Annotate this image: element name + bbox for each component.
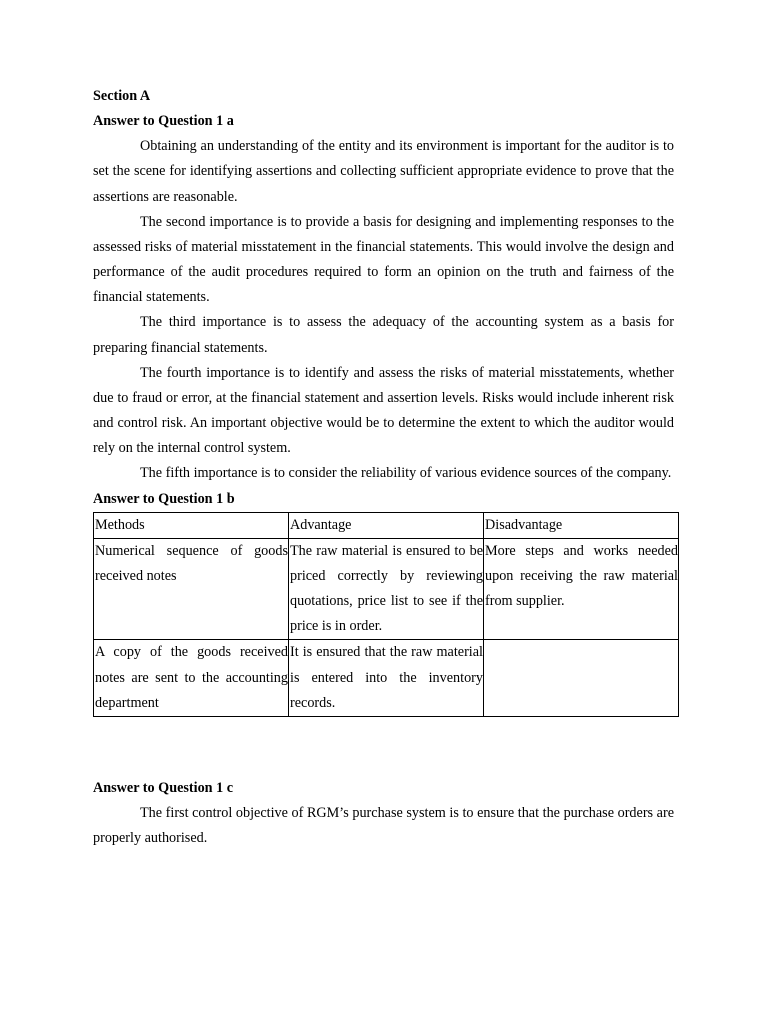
table-cell: It is ensured that the raw material is entered into the inventory records. — [289, 640, 484, 716]
table-row — [94, 538, 679, 640]
table-header-cell: Disadvantage — [484, 512, 679, 538]
table-header-row — [94, 512, 679, 538]
section-title: Section A — [93, 88, 151, 104]
q1c-heading: Answer to Question 1 c — [93, 779, 234, 796]
spacer — [93, 717, 674, 776]
table-row — [94, 640, 679, 716]
q1a-paragraph-1: Obtaining an understanding of the entity and its environment is important for the auditor is to set the scene for identifying assertions and collecting sufficient appropriate evidence to prove that the assertions are reasonable. — [93, 138, 674, 205]
q1a-paragraph-5: The fifth importance is to consider the reliability of various evidence sources of the company. — [140, 465, 672, 482]
table-cell: The raw material is ensured to be priced correctly by reviewing quotations, price list to see if the price is in order. — [289, 538, 484, 640]
q1b-heading: Answer to Question 1 b — [93, 490, 235, 507]
table-header-cell: Methods — [94, 512, 289, 538]
table-cell: More steps and works needed upon receiving the raw material from supplier. — [484, 538, 679, 640]
q1a-paragraph-3: The third importance is to assess the adequacy of the accounting system as a basis for preparing financial statements. — [93, 314, 674, 356]
q1a-paragraph-2: The second importance is to provide a basis for designing and implementing responses to the assessed risks of material misstatement in the financial statements. This would involve the design and performance of the audit procedures required to form an opinion on the truth and fairness of the financial statements. — [93, 213, 674, 306]
q1a-paragraph-4: The fourth importance is to identify and assess the risks of material misstatements, whether due to fraud or error, at the financial statement and assertion levels. Risks would include inherent risk and control risk. An important objective would be to determine the extent to which the auditor would rely on the internal control system. — [93, 364, 674, 457]
q1c-paragraph-1: The first control objective of RGM’s purchase system is to ensure that the purchase orders are properly authorised. — [93, 805, 674, 847]
methods-table — [93, 512, 679, 717]
q1a-heading: Answer to Question 1 a — [93, 113, 234, 130]
document-page — [93, 84, 678, 851]
table-cell: A copy of the goods received notes are sent to the accounting department — [94, 640, 289, 716]
table-header-cell: Advantage — [289, 512, 484, 538]
table-cell — [484, 640, 679, 716]
table-cell: Numerical sequence of goods received notes — [94, 538, 289, 640]
